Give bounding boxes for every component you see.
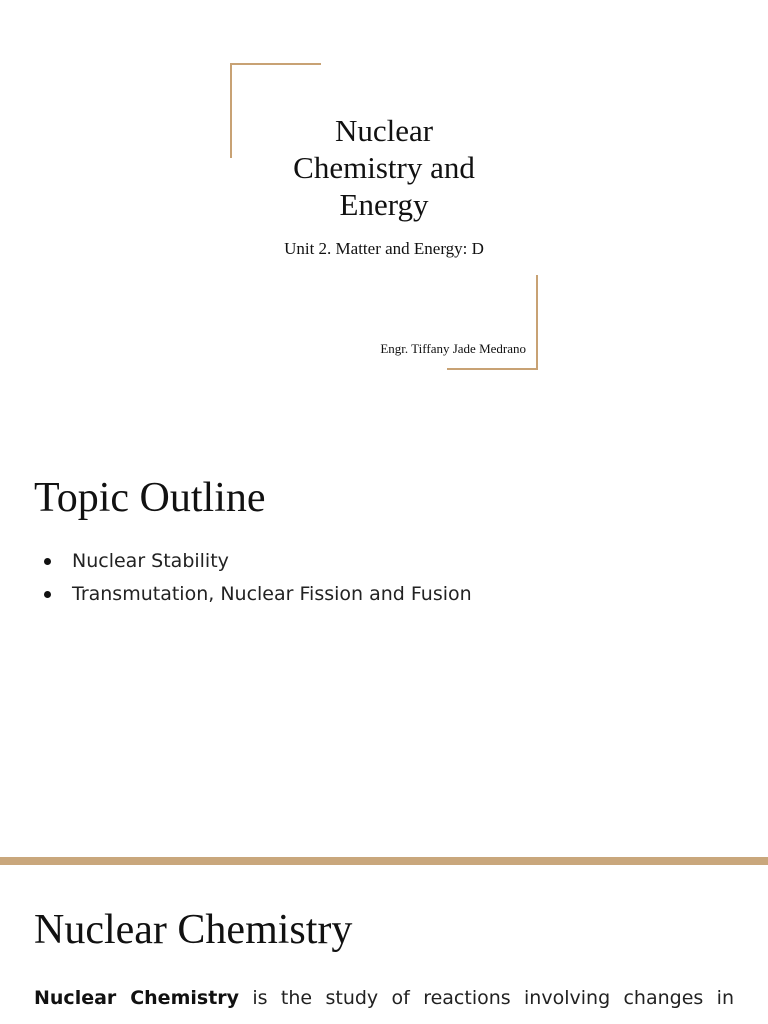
- presentation-subtitle: Unit 2. Matter and Energy: D: [284, 239, 484, 258]
- definition-text: is the study of reactions involving changes in: [239, 987, 734, 1009]
- slide-heading: Nuclear Chemistry: [34, 907, 353, 953]
- slide-heading: Topic Outline: [34, 475, 266, 521]
- title-line: Energy: [339, 187, 429, 222]
- title-slide: [0, 0, 768, 430]
- slide-divider: [0, 857, 768, 865]
- list-item: [42, 578, 472, 611]
- author-name: Engr. Tiffany Jade Medrano: [380, 341, 526, 356]
- frame-corner-top-vertical: [230, 63, 232, 158]
- nuclear-chemistry-slide: [0, 865, 768, 1024]
- definition-term: Nuclear Chemistry: [34, 987, 240, 1009]
- bullet-icon: [44, 591, 51, 598]
- frame-corner-bottom-vertical: [536, 275, 538, 370]
- list-item-label: Transmutation, Nuclear Fission and Fusion: [72, 583, 472, 605]
- title-line: Chemistry and: [293, 150, 475, 185]
- presentation-title: [234, 112, 534, 223]
- bullet-icon: [44, 558, 51, 565]
- frame-corner-top-horizontal: [230, 63, 321, 65]
- list-item-label: Nuclear Stability: [72, 550, 229, 572]
- topic-outline-slide: [0, 430, 768, 857]
- definition-paragraph: [34, 981, 734, 1015]
- frame-corner-bottom-horizontal: [447, 368, 538, 370]
- list-item: [42, 545, 472, 578]
- outline-list: [42, 545, 472, 611]
- title-line: Nuclear: [334, 113, 434, 148]
